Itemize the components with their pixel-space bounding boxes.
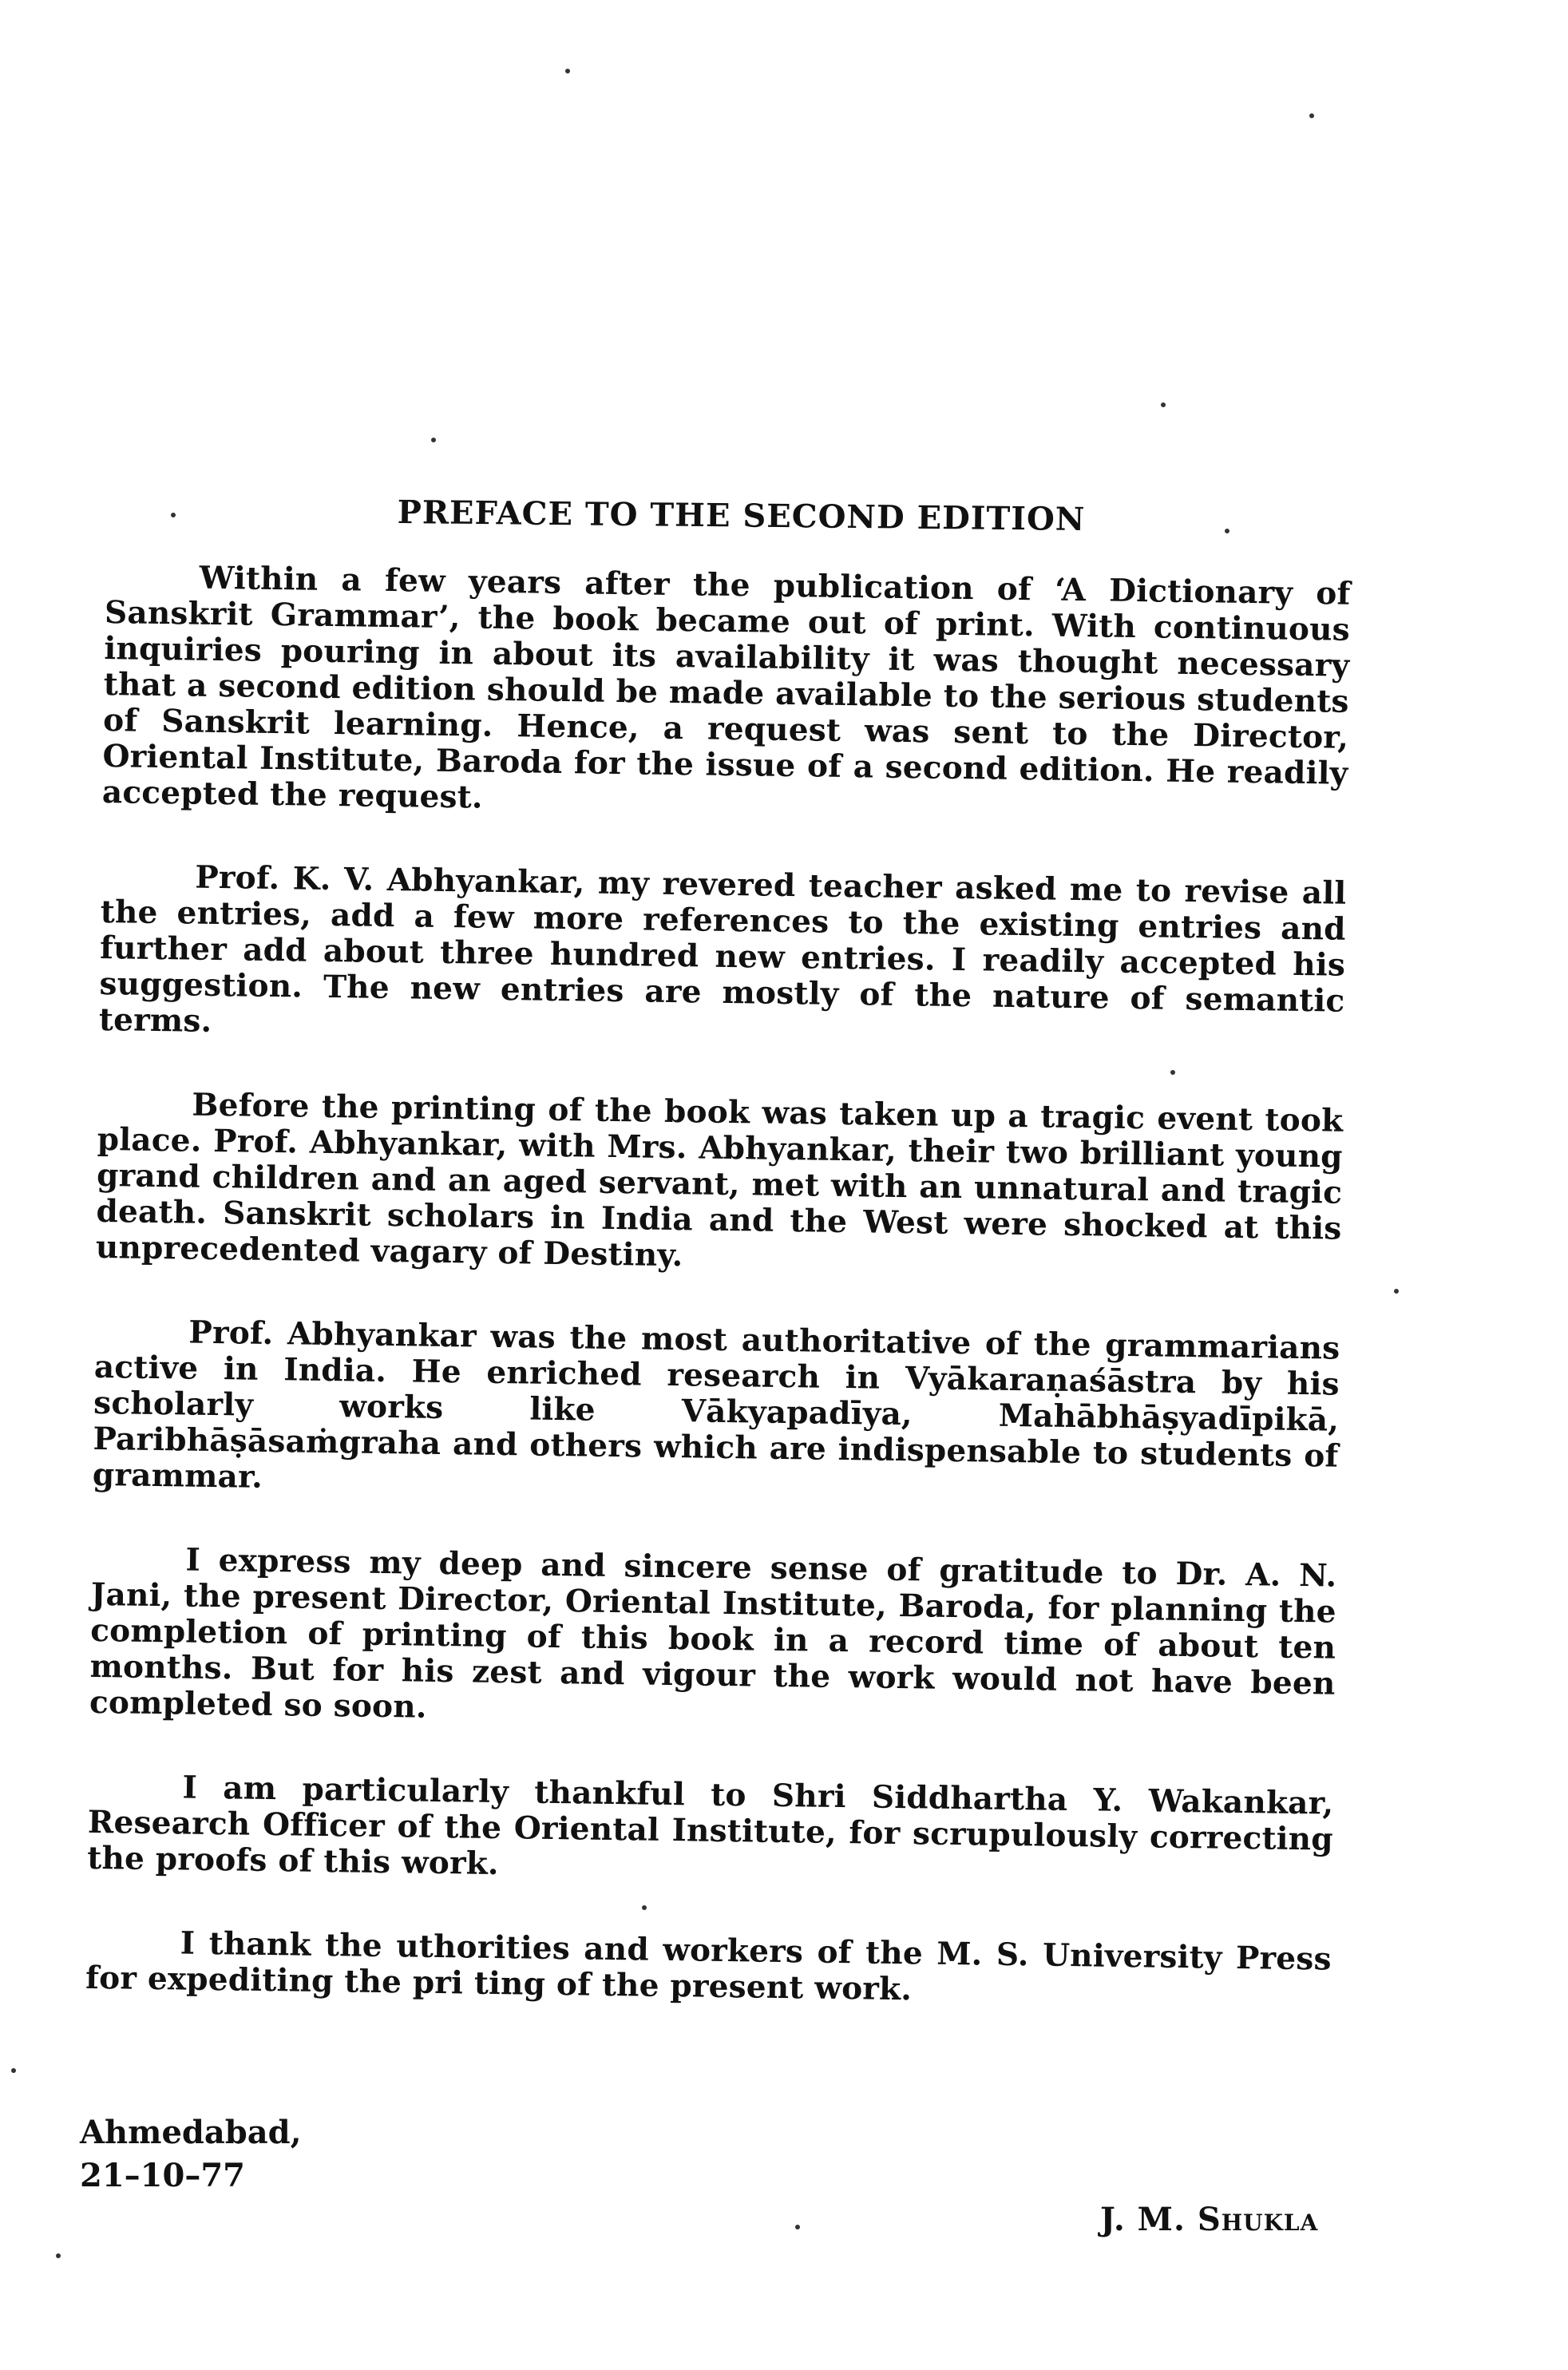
paragraph-tragic-event: Before the printing of the book was taken up a tragic event took place. Prof. Abhyankar, with Mrs. Abhyankar, their two brilliant young grand children and an aged servant, met with an unnatural and tragic death. Sanskrit scholars in India and the West were shocked at this unprecedented vagary of Destiny. <box>95 1086 1344 1274</box>
date: 21–10–77 <box>80 2157 245 2194</box>
preface-body <box>85 559 1351 2062</box>
place: Ahmedabad, <box>80 2114 302 2151</box>
scan-speck <box>795 2225 800 2229</box>
scan-speck <box>56 2253 61 2258</box>
page-title: PREFACE TO THE SECOND EDITION <box>397 493 1086 539</box>
paragraph-gratitude-jani: I express my deep and sincere sense of gratitude to Dr. A. N. Jani, the present Director, Oriental Institute, Baroda, for planning the completion of printing of this book in a record time of about ten months. But for his zest and vigour the work would not have been completed so soon. <box>89 1541 1337 1726</box>
scan-speck <box>565 69 570 73</box>
author-initials: J. M. <box>1100 2201 1198 2238</box>
place-and-date <box>80 2111 302 2198</box>
paragraph-abhyankar-works: Prof. Abhyankar was the most authoritative of the grammarians active in India. He enriched research in Vyākaraṇaśāstra by his scholarly works like Vākyapadīya, Mahābhāṣyadīpikā, Paribhāṣāsaṁgraha and others which are indispensable to students of grammar. <box>92 1314 1340 1496</box>
scan-speck <box>11 2068 16 2073</box>
scan-speck <box>1225 529 1229 533</box>
scan-speck <box>1394 1289 1399 1294</box>
scan-speck <box>1161 402 1166 407</box>
scan-speck <box>1309 113 1314 118</box>
scan-speck <box>171 513 176 517</box>
paragraph-publication: Within a few years after the publication of ‘A Dictionary of Sanskrit Grammar’, the book became out of print. With continuous inquiries pouring in about its availability it was thought necessary that a second edition should be made available to the serious students of Sanskrit learning. Hence, a request was sent to the Director, Oriental Institute, Baroda for the issue of a second edition. He readily accepted the request. <box>101 559 1351 816</box>
paragraph-thanks-press: I thank the uthorities and workers of the M. S. University Press for expediting the pri ting of the present work. <box>85 1924 1332 2008</box>
paragraph-thanks-wakankar: I am particularly thankful to Shri Siddhartha Y. Wakankar, Research Officer of the Oriental Institute, for scrupulously correcting the proofs of this work. <box>86 1769 1334 1883</box>
scan-speck <box>431 438 436 442</box>
author-signature <box>1100 2201 1318 2238</box>
paragraph-revision: Prof. K. V. Abhyankar, my revered teacher asked me to revise all the entries, add a few more references to the existing entries and further add about three hundred new entries. I readily accepted his suggestion. The new entries are mostly of the nature of semantic terms. <box>98 858 1347 1040</box>
author-surname: Shukla <box>1197 2201 1319 2238</box>
